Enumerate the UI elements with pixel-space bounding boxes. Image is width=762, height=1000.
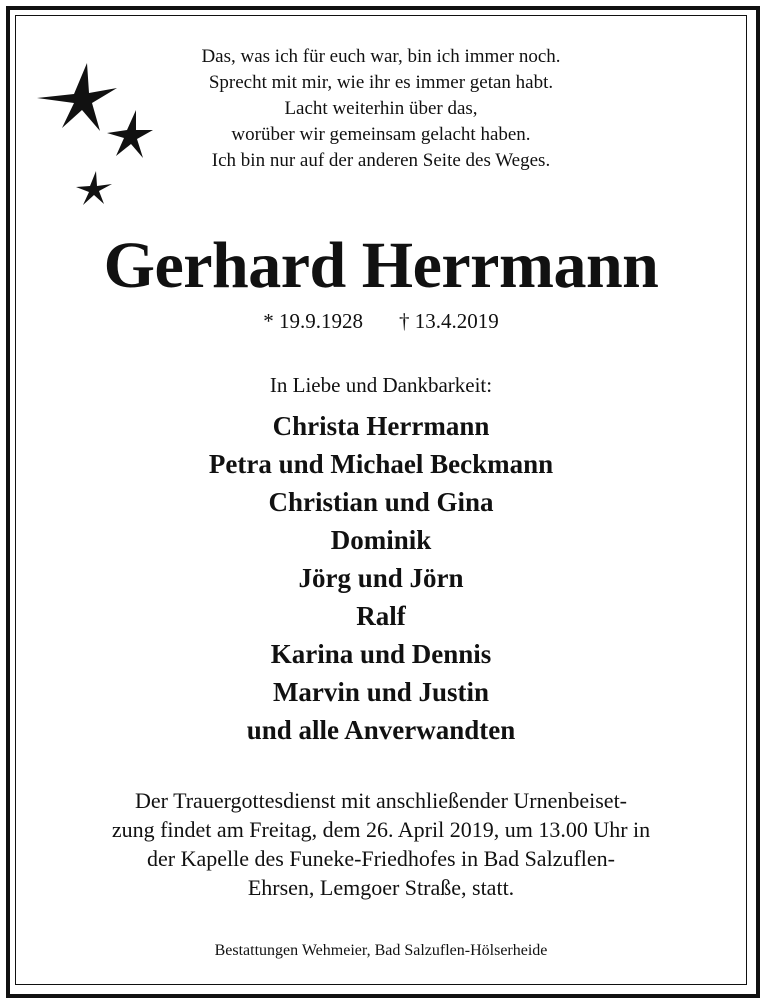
- undertaker-credit: Bestattungen Wehmeier, Bad Salzuflen-Hölserheide: [214, 942, 548, 959]
- mourner-name: Dominik: [330, 525, 432, 555]
- poem-line: Lacht weiterhin über das,: [284, 98, 478, 119]
- poem: [18, 44, 744, 174]
- poem-line: Das, was ich für euch war, bin ich immer noch.: [201, 46, 561, 67]
- service-details: [18, 786, 744, 902]
- mourner-name: Petra und Michael Beckmann: [208, 449, 554, 479]
- poem-line: Sprecht mit mir, wie ihr es immer getan habt.: [208, 72, 554, 93]
- mourner-name: und alle Anverwandten: [246, 715, 516, 745]
- death-date: † 13.4.2019: [399, 309, 499, 333]
- service-line: der Kapelle des Funeke-Friedhofes in Bad Salzuflen-: [147, 846, 615, 871]
- mourners-intro: In Liebe und Dankbarkeit:: [269, 373, 493, 397]
- life-dates: [18, 308, 744, 334]
- mourner-name: Jörg und Jörn: [298, 563, 464, 593]
- deceased-name: Gerhard Herrmann: [103, 229, 659, 302]
- mourners-list: [18, 407, 744, 749]
- obituary-notice: [18, 18, 744, 982]
- poem-line: worüber wir gemeinsam gelacht haben.: [231, 124, 531, 145]
- mourner-name: Marvin und Justin: [272, 677, 490, 707]
- mourner-name: Christian und Gina: [268, 487, 494, 517]
- service-line: Ehrsen, Lemgoer Straße, statt.: [247, 875, 515, 900]
- mourner-name: Christa Herrmann: [272, 411, 490, 441]
- service-line: Der Trauergottesdienst mit anschließender Urnenbeiset-: [134, 788, 628, 813]
- mourner-name: Ralf: [356, 601, 406, 631]
- star-icon: [76, 171, 112, 205]
- poem-line: Ich bin nur auf der anderen Seite des Weges.: [211, 150, 551, 171]
- birth-date: * 19.9.1928: [263, 309, 363, 333]
- mourner-name: Karina und Dennis: [270, 639, 492, 669]
- service-line: zung findet am Freitag, dem 26. April 2019, um 13.00 Uhr in: [111, 817, 651, 842]
